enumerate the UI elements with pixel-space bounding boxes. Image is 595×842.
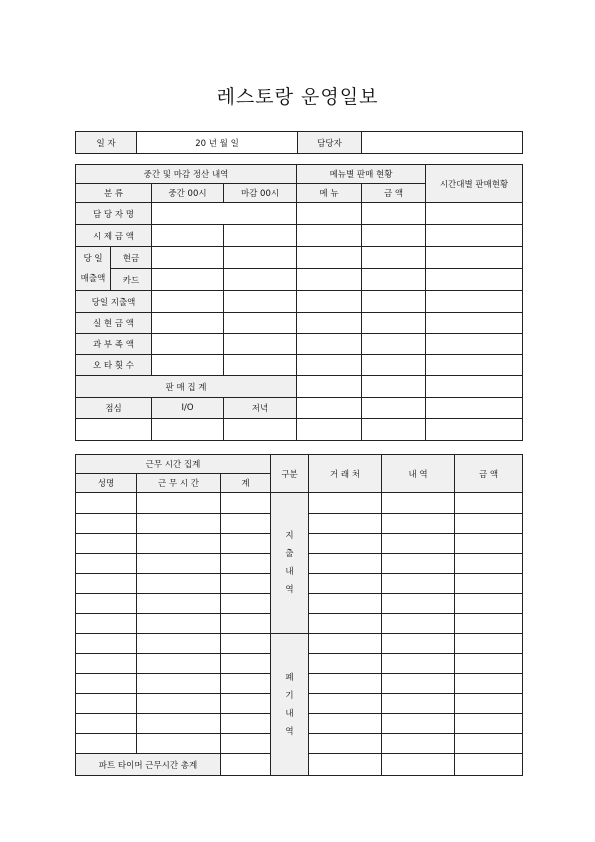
cell[interactable] [152,247,224,269]
cell[interactable] [221,554,271,574]
cell[interactable] [426,398,523,419]
date-field[interactable]: 20 년 월 일 [137,132,298,154]
card-label: 카드 [111,269,152,291]
cell[interactable] [382,634,455,654]
cell[interactable] [297,269,362,291]
cell[interactable] [382,714,455,734]
dinner-value[interactable] [224,419,297,441]
cell[interactable] [309,634,382,654]
cell[interactable] [455,654,523,674]
work-hours-title: 근무 시간 집계 [76,455,271,474]
cell[interactable] [426,334,523,355]
cell[interactable] [152,269,224,291]
cell[interactable] [76,554,137,574]
cell[interactable] [382,594,455,614]
cell[interactable] [426,225,523,247]
cell[interactable] [309,754,382,776]
cell[interactable] [362,291,426,313]
cell[interactable] [382,754,455,776]
typo-count-label: 오 타 횟 수 [76,355,152,376]
manager-label: 담당자 [298,132,362,154]
cell[interactable] [224,313,297,334]
name-header: 성명 [76,474,137,493]
date-label: 일 자 [76,132,137,154]
cell[interactable] [426,247,523,269]
expense-label-text: 지출내역 [285,531,294,595]
cell[interactable] [382,554,455,574]
cell[interactable] [455,714,523,734]
cell[interactable] [455,734,523,754]
cell[interactable] [137,714,221,734]
cell[interactable] [152,355,224,376]
cell[interactable] [426,313,523,334]
cell[interactable] [221,694,271,714]
cell[interactable] [76,493,137,514]
detail-header: 내 역 [382,455,455,493]
cell[interactable] [309,554,382,574]
cell[interactable] [309,534,382,554]
cell[interactable] [362,376,426,398]
cell[interactable] [152,313,224,334]
hourly-sales-title: 시간대별 판매현황 [426,165,523,203]
waste-label-text: 폐기내역 [285,672,294,737]
expense-label [271,493,309,634]
cell[interactable] [382,674,455,694]
cell[interactable] [382,514,455,534]
cell[interactable] [455,574,523,594]
cell[interactable] [297,398,362,419]
cell[interactable] [309,714,382,734]
part-timer-total-value[interactable] [221,754,271,776]
cell[interactable] [137,493,221,514]
cell[interactable] [297,355,362,376]
cell[interactable] [76,694,137,714]
cell[interactable] [382,654,455,674]
close-header: 마감 00시 [224,184,297,203]
cell[interactable] [221,534,271,554]
cell[interactable] [137,594,221,614]
cell[interactable] [382,534,455,554]
cell[interactable] [152,203,297,225]
cell[interactable] [76,714,137,734]
lunch-value[interactable] [76,419,152,441]
cell[interactable] [297,334,362,355]
cell[interactable] [76,574,137,594]
cell[interactable] [221,654,271,674]
amount-header: 금 액 [455,455,523,493]
vendor-header: 거 래 처 [309,455,382,493]
cash-register-label: 시 제 금 액 [76,225,152,247]
cell[interactable] [455,614,523,634]
sales-total-title: 판 매 집 계 [76,376,297,398]
cell[interactable] [455,554,523,574]
menu-sales-title: 메뉴별 판매 현황 [297,165,426,184]
cell[interactable] [152,225,224,247]
io-value[interactable] [152,419,224,441]
sales-table [75,164,523,441]
cell[interactable] [382,694,455,714]
cell[interactable] [362,419,426,441]
work-table [75,454,523,776]
cell[interactable] [309,574,382,594]
cell[interactable] [455,694,523,714]
cell[interactable] [221,634,271,654]
cell[interactable] [76,734,137,754]
cell[interactable] [76,534,137,554]
staff-name-label: 담 당 자 명 [76,203,152,225]
type-header: 구분 [271,455,309,493]
cell[interactable] [362,398,426,419]
cell[interactable] [137,614,221,634]
cell[interactable] [455,514,523,534]
cell[interactable] [362,247,426,269]
cell[interactable] [297,247,362,269]
cell[interactable] [362,355,426,376]
cell[interactable] [152,334,224,355]
cell[interactable] [309,514,382,534]
cell[interactable] [297,419,362,441]
cell[interactable] [76,654,137,674]
cell[interactable] [224,334,297,355]
daily-sales-label [76,247,111,291]
cell[interactable] [362,203,426,225]
cell[interactable] [426,291,523,313]
table-row [76,493,523,514]
cell[interactable] [382,614,455,634]
cell[interactable] [224,355,297,376]
cell[interactable] [137,654,221,674]
cell[interactable] [426,269,523,291]
cell[interactable] [426,355,523,376]
cell[interactable] [137,554,221,574]
page-title: 레스토랑 운영일보 [216,86,379,108]
cell[interactable] [76,614,137,634]
cell[interactable] [221,574,271,594]
cell[interactable] [137,694,221,714]
cell[interactable] [224,291,297,313]
category-header: 분 류 [76,184,152,203]
cell[interactable] [426,203,523,225]
cell[interactable] [455,493,523,514]
cell[interactable] [224,225,297,247]
manager-field[interactable] [362,132,523,154]
cell[interactable] [76,594,137,614]
cell[interactable] [221,714,271,734]
cell[interactable] [137,514,221,534]
cell[interactable] [426,376,523,398]
cell[interactable] [221,674,271,694]
cell[interactable] [455,754,523,776]
cell[interactable] [426,419,523,441]
cell[interactable] [76,514,137,534]
dinner-label: 저녁 [224,398,297,419]
cell[interactable] [309,674,382,694]
cell[interactable] [224,269,297,291]
cell[interactable] [76,674,137,694]
cell[interactable] [137,634,221,654]
cell[interactable] [382,493,455,514]
actual-cash-label: 실 현 금 액 [76,313,152,334]
cell[interactable] [221,493,271,514]
total-header: 계 [221,474,271,493]
cell[interactable] [382,574,455,594]
cell[interactable] [362,313,426,334]
table-row [76,634,523,654]
waste-label [271,634,309,776]
daily-expense-label: 당일 지출액 [76,291,152,313]
cell[interactable] [309,614,382,634]
menu-header: 메 뉴 [297,184,362,203]
shortage-label: 과 부 족 액 [76,334,152,355]
work-hours-header: 근 무 시 간 [137,474,221,493]
mid-header: 중간 00시 [152,184,224,203]
amount-header: 금 액 [362,184,426,203]
cell[interactable] [362,334,426,355]
cell[interactable] [362,225,426,247]
cell[interactable] [309,493,382,514]
part-timer-total-label: 파트 타이머 근무시간 총계 [76,754,221,776]
cell[interactable] [455,634,523,654]
cell[interactable] [455,534,523,554]
cell[interactable] [297,203,362,225]
cell[interactable] [309,694,382,714]
cell[interactable] [297,376,362,398]
cell[interactable] [137,534,221,554]
cell[interactable] [362,269,426,291]
cell[interactable] [76,634,137,654]
daily-sales-label-line2: 매출액 [80,273,106,284]
cell[interactable] [137,674,221,694]
cell[interactable] [309,734,382,754]
cell[interactable] [382,734,455,754]
io-label: I/O [152,398,224,419]
cell[interactable] [221,614,271,634]
cell[interactable] [297,225,362,247]
cell[interactable] [455,594,523,614]
settlement-title: 중간 및 마감 정산 내역 [76,165,297,184]
cell[interactable] [152,291,224,313]
daily-sales-label-line1: 당 일 [83,253,103,264]
cell[interactable] [221,514,271,534]
lunch-label: 점심 [76,398,152,419]
cell[interactable] [221,594,271,614]
cell[interactable] [297,313,362,334]
cell[interactable] [309,654,382,674]
cell[interactable] [221,734,271,754]
cash-label: 현금 [111,247,152,269]
cell[interactable] [455,674,523,694]
cell[interactable] [137,734,221,754]
cell[interactable] [137,574,221,594]
cell[interactable] [309,594,382,614]
cell[interactable] [224,247,297,269]
cell[interactable] [297,291,362,313]
header-table [75,131,523,154]
